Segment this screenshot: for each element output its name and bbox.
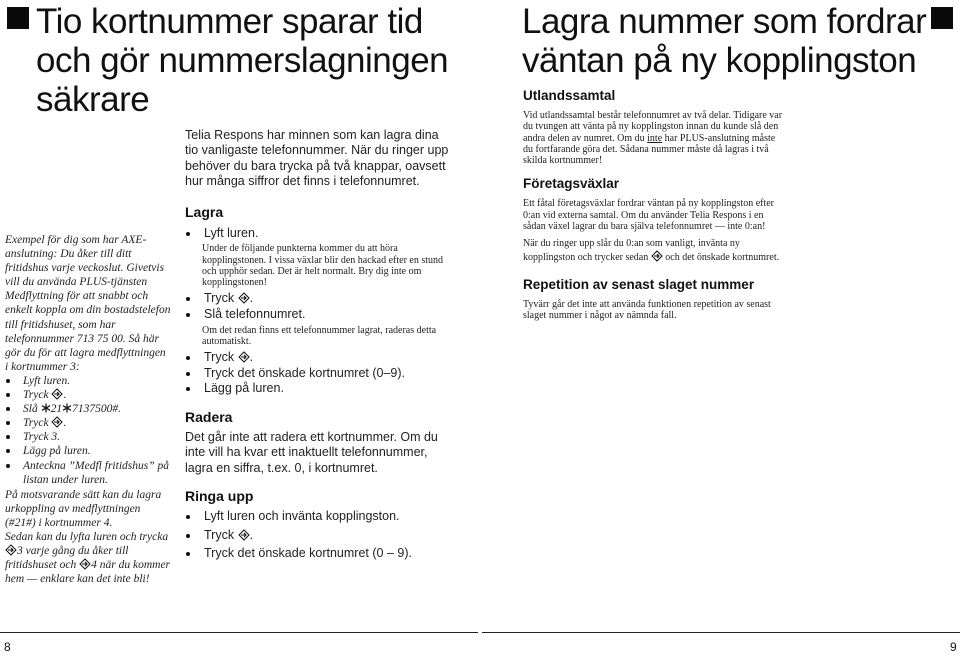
ringa-step-1: Lyft luren och invänta kopplingston.: [185, 509, 455, 525]
left-title-line-1: Tio kortnummer sparar tid: [36, 2, 423, 41]
lagra-note-2: Om det redan finns ett telefonnummer lagrat, raderas detta automatiskt.: [202, 324, 437, 347]
right-heading-square: [931, 7, 953, 29]
radera-heading: Radera: [185, 408, 233, 425]
radera-text: Det går inte att radera ett kortnummer. Om du inte vill ha kvar ett inaktuellt telefonnummer, lagra en siffra, t.ex. 0, i kortnumret.: [185, 429, 438, 475]
memory-key-icon: [651, 250, 663, 262]
right-main-column: [523, 88, 785, 322]
intro-paragraph: Telia Respons har minnen som kan lagra dina tio vanligaste telefonnummer. När du ringer upp behöver du bara trycka på två knappar, oavsett hur många siffror det finns i telefonnumret.: [185, 128, 449, 189]
memory-key-icon: [238, 292, 250, 304]
lagra-step-5: Tryck det önskade kortnumret (0–9).: [185, 366, 455, 382]
star-key-icon: [41, 403, 51, 413]
sidebar-example: [5, 233, 171, 586]
star-key-icon: [62, 403, 72, 413]
lagra-step-1: Lyft luren.: [185, 226, 455, 242]
foretagsvaxlar-text-1: Ett fåtal företagsväxlar fordrar väntan på ny kopplingston efter 0:an vid externa samtal. Om du använder Telia Respons i en sådan växel lagrar du bara själva telefonnumret — inte 0:an!: [523, 198, 775, 233]
right-title-line-1: Lagra nummer som fordrar: [522, 2, 927, 41]
sidebar-step-1: Lyft luren.: [5, 374, 171, 388]
repetition-heading: Repetition av senast slaget nummer: [523, 276, 755, 292]
lagra-step-4: Tryck .: [185, 350, 455, 366]
repetition-text: Tyvärr går det inte att använda funktionen repetition av senast slaget nummer i något av nämnda fall.: [523, 298, 771, 322]
sidebar-step-3: Slå 21 7137500#.: [5, 402, 171, 416]
utlandssamtal-text: Vid utlandssamtal består telefonnumret av två delar. Tidigare var du tvungen att vänta på ny kopplingston innan du kunde slå den andra delen av numret. Om du inte har PLUS-anslutning måste du fortfarande göra det. Sådana nummer måste då lagras i två skilda kortnummer!: [523, 110, 783, 167]
left-heading-square: [7, 7, 29, 29]
memory-key-icon: [238, 351, 250, 363]
foretagsvaxlar-heading: Företagsväxlar: [523, 176, 620, 192]
ringa-step-2: Tryck .: [185, 528, 455, 544]
memory-key-icon: [238, 529, 250, 541]
left-page-number: 8: [4, 640, 11, 654]
ringa-step-3: Tryck det önskade kortnumret (0 – 9).: [185, 546, 455, 562]
lagra-step-3: Slå telefonnumret.: [185, 307, 455, 323]
sidebar-para-2: På motsvarande sätt kan du lagra urkoppling av medflyttningen (#21#) i kortnummer 4.: [5, 488, 162, 529]
left-main-column: [185, 128, 455, 562]
memory-key-icon: [51, 416, 63, 428]
left-title-line-2: och gör nummerslagningen: [36, 41, 449, 80]
lagra-steps: [185, 226, 455, 397]
left-footer-rule: [0, 632, 478, 633]
right-footer-rule: [482, 632, 960, 633]
lagra-step-2: Tryck .: [185, 291, 455, 307]
sidebar-step-4: Tryck .: [5, 416, 171, 430]
left-title-line-3: säkrare: [36, 80, 150, 119]
utlandssamtal-heading: Utlandssamtal: [523, 88, 616, 103]
sidebar-step-7: Anteckna ”Medfl fritidshus” på listan under luren.: [5, 459, 171, 487]
sidebar-step-6: Lägg på luren.: [5, 444, 171, 458]
right-page-number: 9: [950, 640, 957, 654]
sidebar-step-5: Tryck 3.: [5, 430, 171, 444]
foretagsvaxlar-text-2: När du ringer upp slår du 0:an som vanligt, invänta ny kopplingston och trycker sedan och det önskade kortnumret.: [523, 238, 780, 263]
sidebar-step-2: Tryck .: [5, 388, 171, 402]
sidebar-steps: [5, 374, 171, 487]
ringa-upp-steps: [185, 509, 455, 562]
lagra-note-1: Under de följande punkterna kommer du att höra kopplingstonen. I vissa växlar blir den hackad efter en stund och upphör sedan. Det är helt normalt. Bry dig inte om kopplingstonen!: [202, 243, 444, 289]
lagra-step-6: Lägg på luren.: [185, 381, 455, 397]
memory-key-icon: [79, 558, 91, 570]
right-page-title: [522, 2, 932, 80]
sidebar-intro: Exempel för dig som har AXE-anslutning: Du åker till ditt fritidshus varje veckoslut. Givetvis vill du använda PLUS-tjänsten Medflyttning för att snabbt och enkelt koppla om din bostadstelefon till fritidshuset, som har telefonnummer 713 75 00. Så här gör du för att lagra medflyttningen i kortnummer 3:: [5, 234, 171, 373]
memory-key-icon: [5, 544, 17, 556]
right-title-line-2: väntan på ny kopplingston: [522, 41, 917, 80]
memory-key-icon: [51, 388, 63, 400]
left-page-title: [36, 2, 466, 119]
lagra-heading: Lagra: [185, 203, 224, 220]
ringa-upp-heading: Ringa upp: [185, 488, 254, 505]
sidebar-para-3: Sedan kan du lyfta luren och trycka 3 varje gång du åker till fritidshuset och 4 när du kommer hem — enklare kan det inte bli!: [5, 530, 171, 586]
